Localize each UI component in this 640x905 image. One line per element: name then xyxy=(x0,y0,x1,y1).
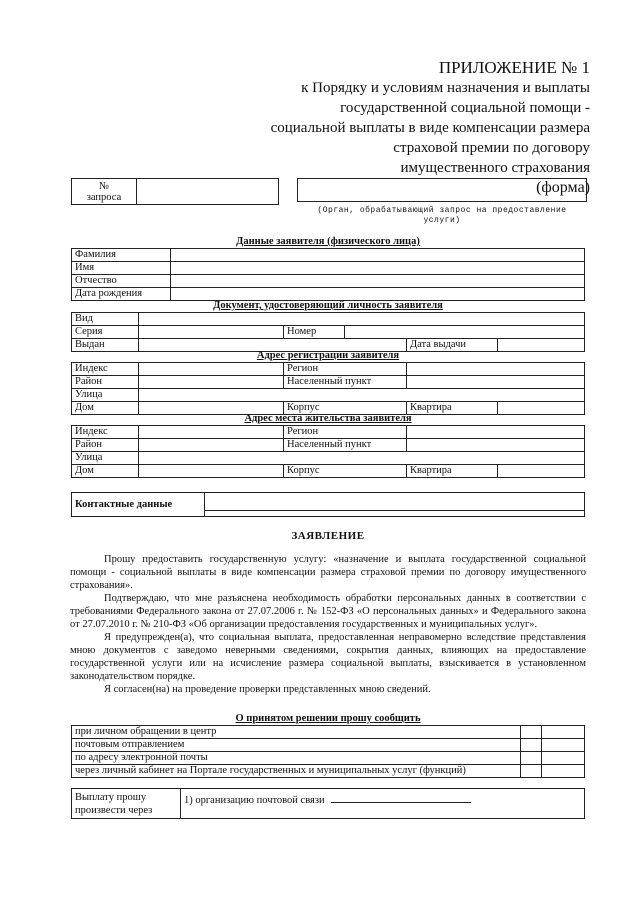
decision-option: через личный кабинет на Портале государственных и муниципальных услуг (функций) xyxy=(72,765,521,778)
payment-post-field[interactable] xyxy=(331,792,471,803)
res-index-label: Индекс xyxy=(72,426,139,439)
payment-option-cell[interactable] xyxy=(181,789,585,819)
statement-text xyxy=(70,553,586,696)
surname-field[interactable] xyxy=(171,249,585,262)
residence-section-title: Адрес места жительства заявителя xyxy=(244,413,412,424)
reg-district-label: Район xyxy=(72,376,139,389)
patronymic-label: Отчество xyxy=(72,275,171,288)
request-number-box xyxy=(71,178,279,205)
doc-type-label: Вид xyxy=(72,313,139,326)
decision-option: почтовым отправлением xyxy=(72,739,521,752)
payment-label: Выплату прошу произвести через xyxy=(72,789,181,819)
payment-table xyxy=(71,788,585,819)
res-building-label: Корпус xyxy=(284,465,407,478)
payment-option-post: 1) организацию почтовой связи xyxy=(184,795,325,806)
res-district-field[interactable] xyxy=(139,439,284,452)
res-street-label: Улица xyxy=(72,452,139,465)
decision-mark-cell[interactable] xyxy=(542,726,585,739)
reg-region-field[interactable] xyxy=(407,363,585,376)
res-apartment-field[interactable] xyxy=(498,465,585,478)
doc-issued-label: Выдан xyxy=(72,339,139,352)
res-locality-label: Населенный пункт xyxy=(284,439,407,452)
statement-p3: Я предупрежден(а), что социальная выплата, предоставленная неправомерно вследствие представления мною документов с заведомо неверными сведениями, сокрытия данных, влияющих на предоставление государственной услуги или на исчисление размера социальной выплаты, взыскивается в установленном законодательством порядке. xyxy=(70,632,586,682)
appendix-line: имущественного страхования xyxy=(400,160,590,176)
request-number-field[interactable] xyxy=(137,179,279,205)
doc-issue-date-label: Дата выдачи xyxy=(407,339,498,352)
residence-table xyxy=(71,425,585,478)
doc-number-field[interactable] xyxy=(345,326,585,339)
applicant-section-title: Данные заявителя (физического лица) xyxy=(236,236,420,247)
appendix-line: государственной социальной помощи - xyxy=(340,100,590,116)
reg-apartment-label: Квартира xyxy=(407,402,498,415)
res-street-field[interactable] xyxy=(139,452,585,465)
reg-street-field[interactable] xyxy=(139,389,585,402)
applicant-table xyxy=(71,248,585,301)
birthdate-label: Дата рождения xyxy=(72,288,171,301)
registration-section-title: Адрес регистрации заявителя xyxy=(256,350,400,361)
organ-note: (Орган, обрабатывающий запрос на предоставление услуги) xyxy=(317,206,567,225)
doc-number-label: Номер xyxy=(284,326,345,339)
res-district-label: Район xyxy=(72,439,139,452)
reg-locality-label: Населенный пункт xyxy=(284,376,407,389)
organ-field[interactable] xyxy=(297,178,587,202)
document-section-title: Документ, удостоверяющий личность заявителя xyxy=(213,300,443,311)
res-region-label: Регион xyxy=(284,426,407,439)
request-no-label: № xyxy=(98,180,110,192)
res-house-field[interactable] xyxy=(139,465,284,478)
contacts-label: Контактные данные xyxy=(72,493,205,517)
request-label: запроса xyxy=(86,191,122,203)
decision-title: О принятом решении прошу сообщить xyxy=(235,713,421,724)
reg-street-label: Улица xyxy=(72,389,139,402)
statement-p4: Я согласен(на) на проведение проверки представленных мною сведений. xyxy=(104,684,431,695)
name-label: Имя xyxy=(72,262,171,275)
statement-p1: Прошу предоставить государственную услугу: «назначение и выплата государственной социальной помощи - социальной выплаты в виде компенсации размера страховой премии по договору имущественного страхования». xyxy=(70,554,586,591)
decision-mark-cell[interactable] xyxy=(542,739,585,752)
decision-option: при личном обращении в центр xyxy=(72,726,521,739)
reg-building-label: Корпус xyxy=(284,402,407,415)
res-region-field[interactable] xyxy=(407,426,585,439)
contacts-table xyxy=(71,492,585,517)
decision-checkbox[interactable] xyxy=(521,752,542,765)
decision-checkbox[interactable] xyxy=(521,739,542,752)
name-field[interactable] xyxy=(171,262,585,275)
decision-option: по адресу электронной почты xyxy=(72,752,521,765)
decision-checkbox[interactable] xyxy=(521,765,542,778)
reg-region-label: Регион xyxy=(284,363,407,376)
decision-checkbox[interactable] xyxy=(521,726,542,739)
request-label-cell xyxy=(72,179,137,205)
decision-mark-cell[interactable] xyxy=(542,765,585,778)
reg-district-field[interactable] xyxy=(139,376,284,389)
form-label: (форма) xyxy=(536,179,590,196)
contacts-field[interactable] xyxy=(205,493,585,517)
reg-house-label: Дом xyxy=(72,402,139,415)
res-apartment-label: Квартира xyxy=(407,465,498,478)
res-locality-field[interactable] xyxy=(407,439,585,452)
res-index-field[interactable] xyxy=(139,426,284,439)
statement-title: ЗАЯВЛЕНИЕ xyxy=(291,530,365,542)
decision-table xyxy=(71,725,585,778)
appendix-line: социальной выплаты в виде компенсации размера xyxy=(270,120,590,136)
birthdate-field[interactable] xyxy=(171,288,585,301)
reg-locality-field[interactable] xyxy=(407,376,585,389)
document-table xyxy=(71,312,585,352)
surname-label: Фамилия xyxy=(72,249,171,262)
doc-type-field[interactable] xyxy=(139,313,585,326)
registration-table xyxy=(71,362,585,415)
reg-index-label: Индекс xyxy=(72,363,139,376)
res-house-label: Дом xyxy=(72,465,139,478)
patronymic-field[interactable] xyxy=(171,275,585,288)
statement-p2: Подтверждаю, что мне разъяснена необходимость обработки персональных данных в соответствии с требованиями Федерального закона от 27.07.2006 г. № 152-ФЗ «О персональных данных» и Федерального закона от 27.07.2010 г. № 210-ФЗ «Об организации предоставления государственных и муниципальных услуг». xyxy=(70,593,586,630)
appendix-line: страховой премии по договору xyxy=(393,140,590,156)
decision-mark-cell[interactable] xyxy=(542,752,585,765)
doc-series-field[interactable] xyxy=(139,326,284,339)
reg-index-field[interactable] xyxy=(139,363,284,376)
appendix-title: ПРИЛОЖЕНИЕ № 1 xyxy=(438,58,590,77)
appendix-header xyxy=(271,58,590,198)
doc-series-label: Серия xyxy=(72,326,139,339)
appendix-line: к Порядку и условиям назначения и выплаты xyxy=(301,80,590,96)
